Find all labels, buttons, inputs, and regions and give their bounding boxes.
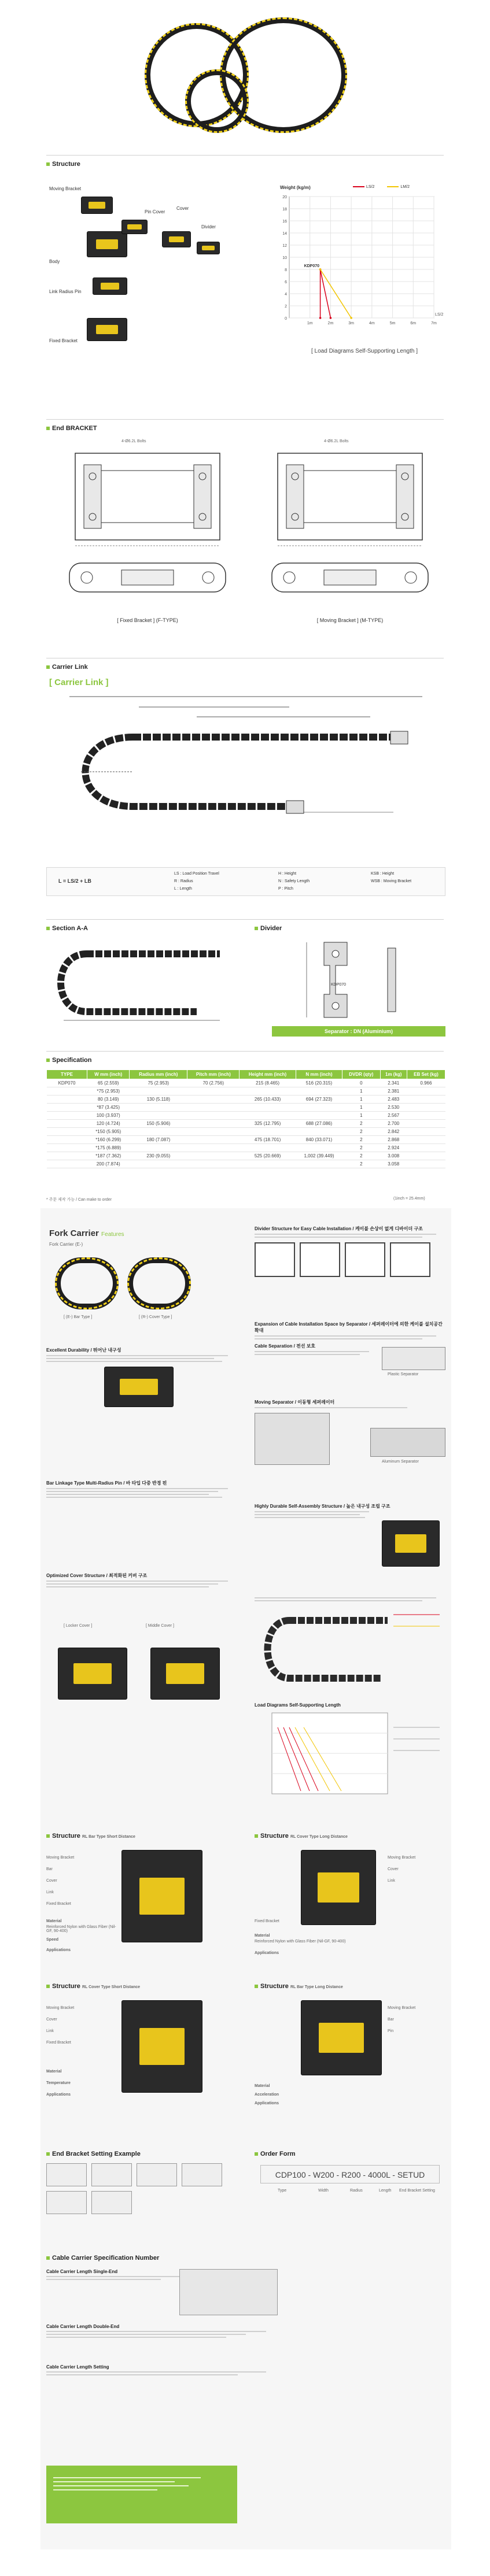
spec-cell [296,1144,342,1152]
spec-cell [407,1144,445,1152]
hero-image [104,12,382,147]
spec-cell [407,1087,445,1095]
product-label: KDP070 [304,264,320,268]
spec-cell [240,1087,296,1095]
moving-bracket-dim-label: 4-Ø6.2L Bolts [324,439,349,443]
spec-header-1m: 1m (kg) [380,1070,407,1079]
locker-cover-image [58,1648,127,1700]
structure-part-label: Link [388,1879,395,1883]
feature-title: Fork Carrier Features [49,1228,124,1238]
moving-bracket-svg [255,447,445,609]
spec-cell: 2.924 [380,1144,407,1152]
spec-cell: 0.966 [407,1079,445,1087]
spec-table [46,1069,445,1168]
y-tick-label: 10 [282,256,287,260]
spec-cell: *160 (6.299) [87,1136,130,1144]
feature-block-durability [46,1347,237,1407]
x-tick-label: 1m [307,321,313,325]
spec-cell [187,1144,240,1152]
feature-chain-cover [127,1257,191,1309]
spec-cell: 200 (7.874) [87,1160,130,1168]
spec-cell: 1 [342,1104,380,1112]
structure-link-5 [197,242,220,254]
spec-cell [240,1112,296,1120]
spec-row [47,1087,445,1095]
spec-row [47,1120,445,1128]
spec-cell: 2.381 [380,1087,407,1095]
cable-spec [46,2255,445,2463]
feature-block-bar-linkage [46,1480,237,1500]
spec-cell [296,1087,342,1095]
x-tick-label: 3m [348,321,355,325]
label-link-radius-pin: Link Radius Pin [49,289,82,294]
spec-cell [407,1160,445,1168]
material-value: Reinforced Nylon with Glass Fiber (Nil-GF, 90-400) [46,1925,116,1933]
durability-image [104,1367,174,1407]
divider-line [46,419,444,420]
structure-part-label: Moving Bracket [46,1856,75,1860]
spec-cell: 75 (2.953) [130,1079,187,1087]
spec-cell [296,1160,342,1168]
fixed-bracket-dim-label: 4-Ø6.2L Bolts [121,439,146,443]
spec-cell [130,1160,187,1168]
y-tick-label: 20 [282,195,287,199]
bottom-green-band-text [53,2474,227,2493]
spec-cell: 2.700 [380,1120,407,1128]
order-part-length: Length [379,2189,392,2193]
spec-cell [187,1095,240,1104]
middle-cover-label: [ Middle Cover ] [145,1624,174,1628]
spec-header-pitch: Pitch mm (inch) [187,1070,240,1079]
structure-block-1 [46,1833,237,1966]
moving-bracket-caption: [ Moving Bracket ] (M-TYPE) [316,617,384,623]
spec-cell [130,1128,187,1136]
structure-part-label: Bar [388,2018,394,2022]
carrier-link-legend-panel [46,867,445,896]
structure-image [121,1850,202,1942]
spec-cell: 1,002 (39.449) [296,1152,342,1160]
spec-cell: *187 (7.362) [87,1152,130,1160]
structure-part-label: Moving Bracket [388,2006,416,2010]
application-label: Applications [46,1948,71,1952]
feature-chain-bar [55,1257,119,1309]
spec-row [47,1095,445,1104]
feature-block-title: Load Diagrams Self-Supporting Length [255,1702,341,1708]
spec-header-ebset: EB Set (kg) [407,1070,445,1079]
spec-row [47,1144,445,1152]
spec-cell: 2 [342,1128,380,1136]
spec-cell [296,1104,342,1112]
structure-part-label: Pin [388,2029,394,2033]
feature-load-diagram [255,1702,445,1807]
application-label: Applications [255,2101,279,2105]
spec-cell: 230 (9.055) [130,1152,187,1160]
structure-link-1 [81,197,113,214]
acceleration-label: Acceleration [255,2093,279,2097]
specification-heading: Specification [46,1057,91,1064]
series-point [350,317,352,319]
structure-block-title: Structure RL Cover Type Short Distance [46,1983,237,1990]
structure-block-title: Structure RL Cover Type Long Distance [255,1833,445,1840]
y-tick-label: 4 [285,293,287,297]
spec-cell [296,1128,342,1136]
structure-part-label: Fixed Bracket [46,2041,71,2045]
spec-cell: 1 [342,1095,380,1104]
feature-block-title: Expansion of Cable Installation Space by Separator / 세퍼레이터에 의한 케이블 설치공간 확대 [255,1322,443,1333]
feature-block-title: Bar Linkage Type Multi-Radius Pin / 바 타입 다중 반경 핀 [46,1481,167,1486]
structure-heading: Structure [46,161,80,168]
order-part-type: Type [278,2189,287,2193]
spec-cell [187,1087,240,1095]
structure-part-label: Link [46,2029,54,2033]
spec-cell: 2.483 [380,1095,407,1104]
spec-cell: 2.868 [380,1136,407,1144]
spec-cell [47,1128,87,1136]
feature-img1-caption: [ (E-) Bar Type ] [64,1315,93,1319]
spec-cell [187,1128,240,1136]
feature-block-cover [46,1572,237,1628]
order-form [255,2151,445,2231]
y-tick-label: 18 [282,208,287,212]
spec-cell [407,1095,445,1104]
legend-wsb-def: WSB : Moving Bracket [371,879,412,883]
divider-line [46,155,444,156]
spec-cell: 525 (20.669) [240,1152,296,1160]
spec-cell [187,1104,240,1112]
legend-p-def: P : Pitch [278,887,293,891]
spec-cell: 3.058 [380,1160,407,1168]
y-tick-label: 8 [285,268,287,272]
structure-image [301,2000,382,2075]
locker-cover-label: [ Locker Cover ] [64,1624,93,1628]
material-label: Material [255,1934,270,1938]
feature-block-title: Divider Structure for Easy Cable Installation / 케이블 손상이 없게 디바이더 구조 [255,1226,423,1231]
feature-subtitle: Fork Carrier (E-) [49,1242,83,1247]
spec-cell: 1 [342,1087,380,1095]
structure-diagram [46,173,237,347]
spec-cell: 2 [342,1120,380,1128]
spec-cell: 2 [342,1136,380,1144]
structure-link-3 [121,220,148,234]
feature-block-title: Optimized Cover Structure / 최적화된 커버 구조 [46,1573,148,1578]
divider-drawing [289,937,440,1023]
spec-cell [240,1144,296,1152]
structure-block-3 [46,1983,237,2116]
speed-label: Speed [46,1938,59,1942]
cable-spec-title: Cable Carrier Specification Number [46,2255,445,2262]
carrier-link-heading: Carrier Link [46,664,88,671]
spec-cell: 2 [342,1160,380,1168]
spec-row [47,1112,445,1120]
load-chart [272,185,445,358]
structure-part-label: Fixed Bracket [46,1902,71,1906]
end-bracket-heading: End BRACKET [46,425,97,432]
load-chart-plot [272,193,445,338]
chain-loop-small [185,69,249,133]
spec-cell: 516 (20.315) [296,1079,342,1087]
spec-cell [407,1120,445,1128]
series-point [319,268,322,271]
self-assembly-image [382,1520,440,1567]
application-label: Applications [255,1951,279,1955]
spec-cell: *175 (6.889) [87,1144,130,1152]
order-part-width: Width [318,2189,329,2193]
x-tick-label: 6m [410,321,417,325]
plastic-separator-image [382,1347,445,1370]
spec-cell [240,1104,296,1112]
spec-cell [407,1104,445,1112]
legend-lm: LM/2 [387,185,410,189]
spec-cell [130,1112,187,1120]
legend-ls: LS/2 [353,185,374,189]
middle-cover-image [150,1648,220,1700]
spec-cell [47,1112,87,1120]
spec-cell: 65 (2.559) [87,1079,130,1087]
spec-cell: *75 (2.953) [87,1087,130,1095]
structure-part-label: Moving Bracket [388,1856,416,1860]
spec-cell [240,1160,296,1168]
material-label: Material [46,2070,62,2074]
spec-cell: 120 (4.724) [87,1120,130,1128]
cable-spec-item-3: Cable Carrier Length Setting [46,2364,445,2377]
fixed-bracket-svg [52,447,243,609]
x-tick-label: 2m [327,321,334,325]
load-chart-legend [353,185,410,189]
order-code: CDP100 - W200 - R200 - 4000L - SETUD [260,2165,440,2183]
structure-part-label: Bar [46,1867,53,1871]
structure-part-label: Cover [46,2018,57,2022]
spec-note-inch: (1inch = 25.4mm) [393,1197,425,1201]
spec-cell [130,1144,187,1152]
load-chart-ylabel: Weight (kg/m) [280,185,311,190]
structure-part-label: Cover [46,1879,57,1883]
spec-cell [47,1144,87,1152]
series-point [319,317,322,319]
structure-block-4 [255,1983,445,2116]
label-pin-cover: Pin Cover [145,209,165,214]
label-moving-bracket: Moving Bracket [49,186,82,191]
spec-cell: 2 [342,1152,380,1160]
order-part-radius: Radius [350,2189,363,2193]
structure-part-label: Fixed Bracket [255,1919,279,1923]
spec-cell [407,1112,445,1120]
legend-ls-def: LS : Load Position Travel [174,872,219,876]
structure-image [121,2000,202,2093]
spec-row [47,1136,445,1144]
spec-cell [240,1128,296,1136]
section-aa-heading: Section A-A [46,925,88,932]
spec-cell [47,1160,87,1168]
structure-part-label: Moving Bracket [46,2006,75,2010]
spec-cell: 150 (5.906) [130,1120,187,1128]
spec-cell: 80 (3.149) [87,1095,130,1104]
spec-cell: 2.530 [380,1104,407,1112]
y-tick-label: 16 [282,220,287,224]
application-label: Applications [46,2093,71,2097]
material-label: Material [255,2084,270,2088]
spec-cell [407,1136,445,1144]
y-tick-label: 0 [285,317,287,321]
feature-block-title: Highly Durable Self-Assembly Structure / 높은 내구성 조립 구조 [255,1504,390,1509]
spec-cell: 2.567 [380,1112,407,1120]
load-chart-caption: [ Load Diagrams Self-Supporting Length ] [311,348,418,354]
structure-link-4 [162,231,191,247]
cable-spec-image [179,2269,278,2315]
y-tick-label: 2 [285,305,287,309]
y-tick-label: 6 [285,280,287,284]
spec-cell: 3.008 [380,1152,407,1160]
spec-cell: 130 (5.118) [130,1095,187,1104]
spec-cell: 2.341 [380,1079,407,1087]
feature-block-title: Excellent Durability / 뛰어난 내구성 [46,1348,121,1353]
temperature-label: Temperature [46,2081,71,2085]
cable-spec-item-2: Cable Carrier Length Double-End [46,2324,445,2340]
aluminum-separator-label: Aluminum Separator [382,1460,419,1464]
order-part-setting: End Bracket Setting [399,2189,435,2193]
spec-cell [130,1104,187,1112]
x-tick-label: 7m [431,321,437,325]
spec-cell: 475 (18.701) [240,1136,296,1144]
y-tick-label: 12 [282,244,287,248]
feature-block-title: Moving Separator / 이동형 세퍼레이터 [255,1400,335,1405]
structure-block-2 [255,1833,445,1966]
structure-link-2 [87,231,127,257]
feature-block-self-assembly [255,1503,445,1520]
structure-part-label: Cover [388,1867,399,1871]
spec-header-height: Height mm (inch) [240,1070,296,1079]
fixed-bracket-caption: [ Fixed Bracket ] (F-TYPE) [117,617,178,623]
cable-spec-item-1: Cable Carrier Length Single-End [46,2269,237,2282]
spec-header-type: TYPE [47,1070,87,1079]
label-divider: Divider [201,224,216,230]
structure-block-title: Structure RL Bar Type Long Distance [255,1983,445,1990]
x-axis-label: LS/2 [435,313,444,317]
series-point [330,317,332,319]
spec-cell [47,1120,87,1128]
spec-cell: 0 [342,1079,380,1087]
spec-cell [296,1112,342,1120]
divider-line [46,1051,444,1052]
divider-line [46,919,444,920]
material-value: Reinforced Nylon with Glass Fiber (Nil-GF, 90-400) [255,1940,346,1944]
label-body: Body [49,259,60,264]
x-tick-label: 4m [369,321,375,325]
spec-row [47,1104,445,1112]
spec-header-dvdr: DVDR (qty) [342,1070,380,1079]
structure-link-6 [93,277,127,295]
spec-cell: 100 (3.937) [87,1112,130,1120]
spec-cell [130,1087,187,1095]
moving-bracket-drawing [255,439,445,630]
legend-h-def: H : Height [278,872,297,876]
feature-chain-diagram [255,1596,445,1694]
spec-table-body [47,1079,445,1168]
spec-cell [47,1087,87,1095]
spec-cell [407,1152,445,1160]
carrier-link-subtitle: [ Carrier Link ] [49,678,109,687]
spec-cell: 215 (8.465) [240,1079,296,1087]
structure-image [301,1850,376,1925]
spec-cell: 688 (27.086) [296,1120,342,1128]
spec-cell: 2.842 [380,1128,407,1136]
spec-cell: 1 [342,1112,380,1120]
divider-caption: Separator : DN (Aluminium) [272,1026,445,1037]
spec-row [47,1160,445,1168]
fixed-bracket-drawing [52,439,243,630]
divider-part-label: KDP070 [331,983,347,987]
legend-n-def: N : Safety Length [278,879,310,883]
spec-header-n: N mm (inch) [296,1070,342,1079]
spec-cell [47,1095,87,1104]
spec-row [47,1128,445,1136]
spec-cell [187,1120,240,1128]
legend-l-def: L : Length [174,887,192,891]
spec-cell: 180 (7.087) [130,1136,187,1144]
feature-block-divider-structure [255,1226,445,1277]
spec-cell [187,1160,240,1168]
feature-img2-caption: [ (R-) Cover Type ] [139,1315,172,1319]
carrier-link-drawing [46,691,445,824]
spec-header-w: W mm (inch) [87,1070,130,1079]
spec-cell [187,1112,240,1120]
spec-row [47,1079,445,1087]
label-cover: Cover [176,206,189,211]
spec-cell: *87 (3.425) [87,1104,130,1112]
structure-part-label: Link [46,1890,54,1894]
label-fixed-bracket: Fixed Bracket [49,338,78,343]
spec-cell: KDP070 [47,1079,87,1087]
divider-heading: Divider [255,925,282,932]
spec-cell [47,1152,87,1160]
structure-link-7 [87,318,127,341]
end-bracket-example [46,2151,237,2231]
spec-cell: 325 (12.795) [240,1120,296,1128]
aluminum-separator-image [370,1428,445,1457]
legend-ksb-def: KSB : Height [371,872,395,876]
spec-cell: 2 [342,1144,380,1152]
spec-cell: 265 (10.433) [240,1095,296,1104]
spec-cell: 70 (2.756) [187,1079,240,1087]
material-label: Material [46,1919,62,1923]
spec-cell [187,1136,240,1144]
feature-block-title: Cable Separation / 전선 보호 [255,1343,316,1349]
y-tick-label: 14 [282,232,287,236]
plastic-separator-label: Plastic Separator [388,1372,419,1376]
spec-cell [47,1136,87,1144]
legend-r-def: R : Radius [174,879,193,883]
spec-cell [47,1104,87,1112]
spec-cell [187,1152,240,1160]
section-aa-drawing [46,937,243,1029]
spec-note-order: * 주문 제작 가능 / Can make to order [46,1198,112,1202]
end-bracket-example-title: End Bracket Setting Example [46,2151,237,2157]
spec-cell: 840 (33.071) [296,1136,342,1144]
spec-cell: *150 (5.905) [87,1128,130,1136]
carrier-link-formula: L = LS/2 + LB [58,878,91,884]
x-tick-label: 5m [389,321,396,325]
order-form-title: Order Form [255,2151,445,2157]
structure-block-title: Structure RL Bar Type Short Distance [46,1833,237,1840]
spec-cell [407,1128,445,1136]
spec-row [47,1152,445,1160]
spec-header-radius: Radius mm (inch) [130,1070,187,1079]
spec-cell: 694 (27.323) [296,1095,342,1104]
